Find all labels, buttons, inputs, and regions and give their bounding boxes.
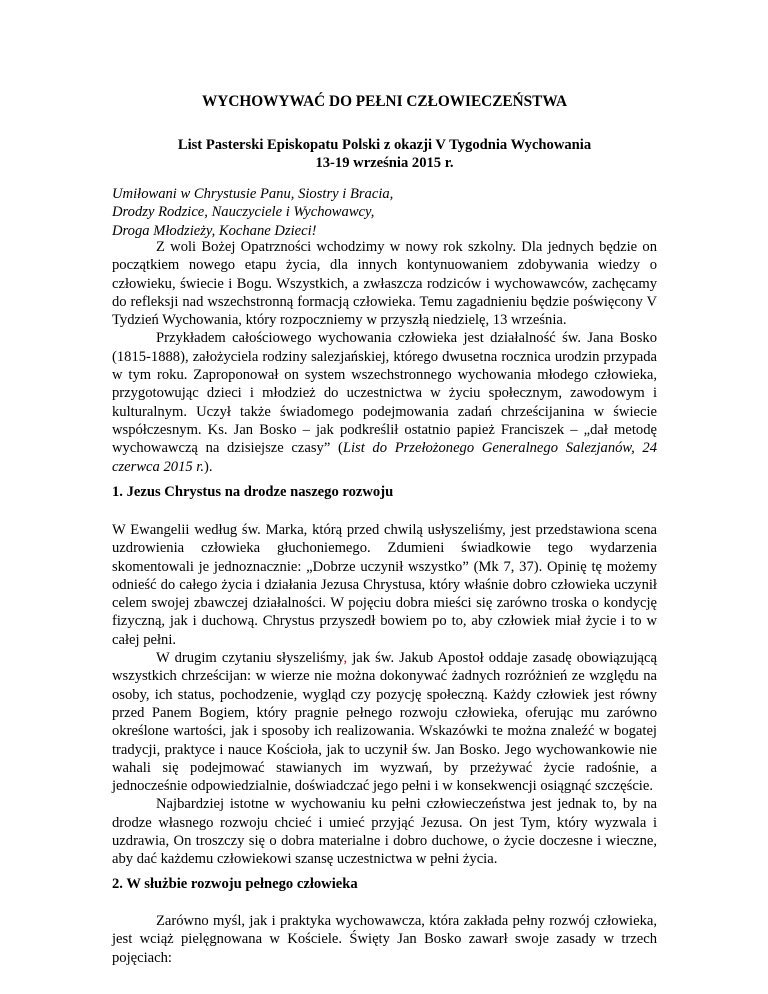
subtitle-line-2: 13-19 września 2015 r. xyxy=(315,155,454,171)
document-subtitle xyxy=(112,136,657,172)
section-2-heading: 2. W służbie rozwoju pełnego człowieka xyxy=(112,876,358,892)
intro-paragraph-1: Z woli Bożej Opatrzności wchodzimy w nowy rok szkolny. Dla jednych będzie on początkiem nowego etapu życia, dla innych kontynuowaniem zdobywania wiedzy o człowieku, świecie i Bogu. Wszystkich, a zwłaszcza rodziców i wychowawców, zachęcamy do refleksji nad wszechstronną formacją człowieka. Temu zagadnieniu będzie poświęcony V Tydzień Wychowania, który rozpoczniemy w przyszłą niedzielę, 13 września. xyxy=(112,239,657,329)
section-1-paragraph-2-comma: , xyxy=(343,650,348,667)
intro-section xyxy=(112,238,657,476)
greeting xyxy=(112,185,657,240)
intro-paragraph-2-text: Przykładem całościowego wychowania człowieka jest działalność św. Jana Bosko (1815-1888), założyciela rodziny salezjańskiej, którego dwusetna rocznica urodzin przypada w tym roku. Zaproponował on system wszechstronnego wychowania młodego człowieka, przygotowując dzieci i młodzież do uczestnictwa w życiu społecznym, zawodowym i kulturalnym. Uczył także świadomego podejmowania zadań chrześcijanina w świecie współczesnym. Ks. Jan Bosko – jak podkreślił ostatnio papież Franciszek – „dał metodę wychowawczą na dzisiejsze czasy” ( xyxy=(112,330,657,457)
section-1-paragraph-1: W Ewangelii według św. Marka, którą przed chwilą usłyszeliśmy, jest przedstawiona scena uzdrowienia człowieka głuchoniemego. Zdumieni świadkowie tego wydarzenia skomentowali je jednoznacznie: „Dobrze uczynił wszystko” (Mk 7, 37). Opinię tę możemy odnieść do całego życia i działania Jezusa Chrystusa, który właśnie dobro człowieka uczynił celem swojej zbawczej działalności. W pojęciu dobra mieści się zarówno troska o kondycję fizyczną, jak i duchową. Chrystus przyszedł bowiem po to, aby człowiek miał życie i to w całej pełni. xyxy=(112,522,657,648)
intro-paragraph-2-end: ). xyxy=(204,458,213,475)
section-1-paragraph-2-b: jak św. Jakub Apostoł oddaje zasadę obowiązującą wszystkich chrześcijan: w wierze nie można dokonywać żadnych rozróżnień ze względu na osoby, ich status, pochodzenie, wygląd czy pozycję społeczną. Każdy człowiek jest równy przed Panem Bogiem, który pragnie pełnego rozwoju człowieka, oferując mu zarówno określone wartości, jak i sposoby ich realizowania. Wskazówki te można znaleźć w bogatej tradycji, praktyce i nauce Kościoła, jak to uczynił św. Jan Bosko. Jego wychowankowie nie wahali się podejmować stawianych im wyzwań, by przeżywać życie radośnie, a jednocześnie odpowiedzialnie, doświadczać jego pełni i w konsekwencji osiągnąć szczęście. xyxy=(112,650,657,795)
section-1-paragraph-2-a: W drugim czytaniu słyszeliśmy xyxy=(156,650,344,667)
section-2-paragraph-1: Zarówno myśl, jak i praktyka wychowawcza, która zakłada pełny rozwój człowieka, jest wciąż pielęgnowana w Kościele. Święty Jan Bosko zawarł swoje zasady w trzech pojęciach: xyxy=(112,913,657,966)
section-1-paragraph-2 xyxy=(112,649,657,795)
greeting-line-2: Drodzy Rodzice, Nauczyciele i Wychowawcy, xyxy=(112,204,375,221)
intro-paragraph-2 xyxy=(112,329,657,475)
section-1-paragraph-3: Najbardziej istotne w wychowaniu ku pełni człowieczeństwa jest jednak to, by na drodze własnego rozwoju chcieć i umieć przyjąć Jezusa. On jest Tym, który wyzwala i uzdrawia, On troszczy się o dobra materialne i dobro duchowe, o życie doczesne i wieczne, aby dać każdemu człowiekowi szansę uczestnictwa w pełni życia. xyxy=(112,796,657,868)
section-1-body xyxy=(112,521,657,869)
document-title: WYCHOWYWAĆ DO PEŁNI CZŁOWIECZEŃSTWA xyxy=(201,93,568,110)
section-1-heading: 1. Jezus Chrystus na drodze naszego rozwoju xyxy=(112,484,394,500)
subtitle-line-1: List Pasterski Episkopatu Polski z okazji V Tygodnia Wychowania xyxy=(177,137,592,153)
greeting-line-1: Umiłowani w Chrystusie Panu, Siostry i Bracia, xyxy=(112,186,394,202)
intro-paragraph-2-citation: List do Przełożonego Generalnego Salezjanów, 24 czerwca 2015 r. xyxy=(112,440,657,475)
greeting-line-3: Droga Młodzieży, Kochane Dzieci! xyxy=(112,222,317,239)
section-2-body xyxy=(112,912,657,967)
